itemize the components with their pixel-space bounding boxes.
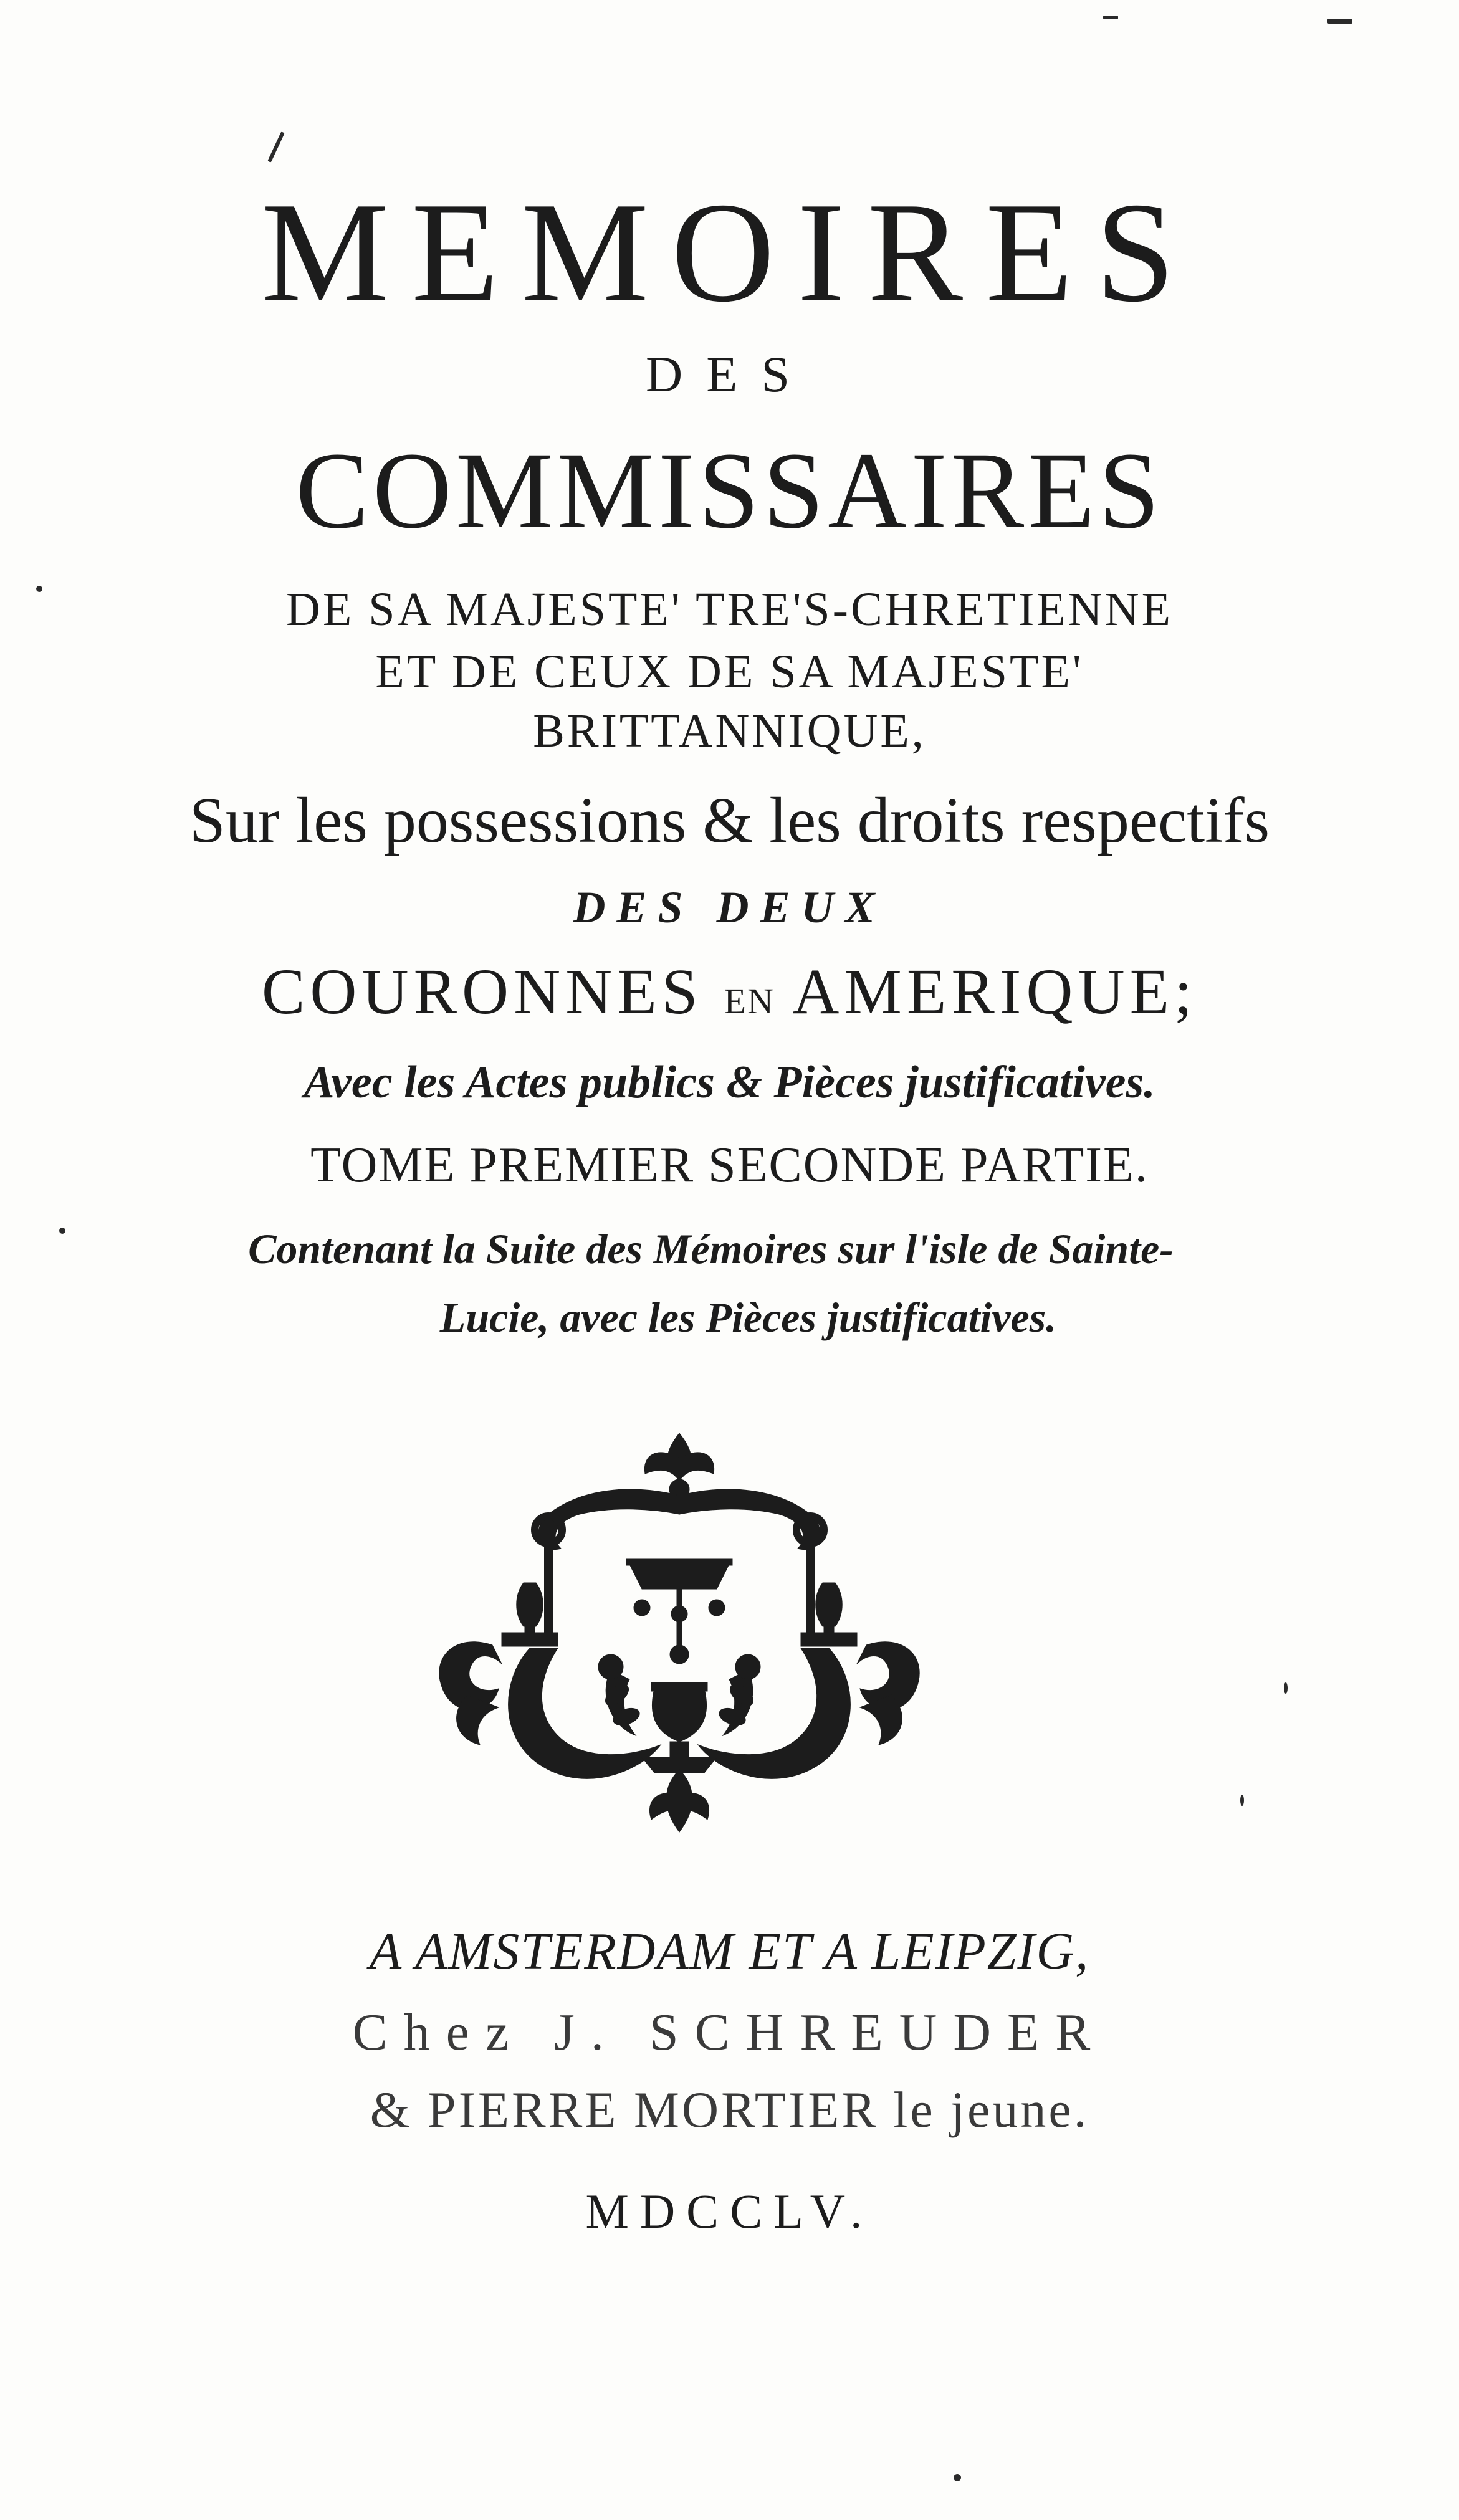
speck-mark — [1103, 16, 1118, 19]
subtitle-line-2: ET DE CEUX DE SA MAJESTE' — [375, 646, 1084, 698]
speck-mark — [36, 586, 42, 592]
contents-line-2: Lucie, avec les Pièces justificatives. — [439, 1294, 1057, 1341]
speck-mark — [267, 131, 284, 163]
speck-mark — [1240, 1795, 1244, 1806]
couronnes-en: EN — [724, 981, 775, 1021]
imprint-publisher-1: Chez J. SCHREUDER — [352, 2003, 1107, 2061]
subtitle-line-3: BRITTANNIQUE, — [533, 705, 926, 757]
des-deux-line: DES DEUX — [573, 882, 886, 932]
speck-mark — [1327, 19, 1352, 24]
actes-line: Avec les Actes publics & Pièces justificatives. — [304, 1057, 1155, 1108]
couronnes-line — [0, 956, 1459, 1028]
title-commissaires: COMMISSAIRES — [295, 430, 1164, 551]
contents-line-1: Contenant la Suite des Mémoires sur l'isle de Sainte- — [248, 1225, 1174, 1272]
amerique-text: AMERIQUE; — [774, 956, 1197, 1028]
speck-mark — [1284, 1682, 1288, 1694]
subtitle-line-1: DE SA MAJESTE' TRE'S-CHRETIENNE — [285, 583, 1173, 636]
tome-line: TOME PREMIER SECONDE PARTIE. — [310, 1138, 1149, 1193]
subject-line: Sur les possessions & les droits respectifs — [189, 785, 1270, 856]
imprint-date: MDCCLV. — [585, 2184, 874, 2238]
imprint-place: A AMSTERDAM ET A LEIPZIG, — [369, 1922, 1090, 1980]
printers-ornament-icon — [405, 1421, 954, 1845]
title-des: DES — [646, 346, 813, 403]
speck-mark — [954, 2474, 961, 2481]
couronnes-text: COURONNES — [262, 956, 724, 1028]
speck-mark — [59, 1228, 65, 1234]
imprint-publisher-2: & PIERRE MORTIER le jeune. — [370, 2081, 1089, 2138]
main-title: MEMOIRES — [261, 173, 1198, 332]
